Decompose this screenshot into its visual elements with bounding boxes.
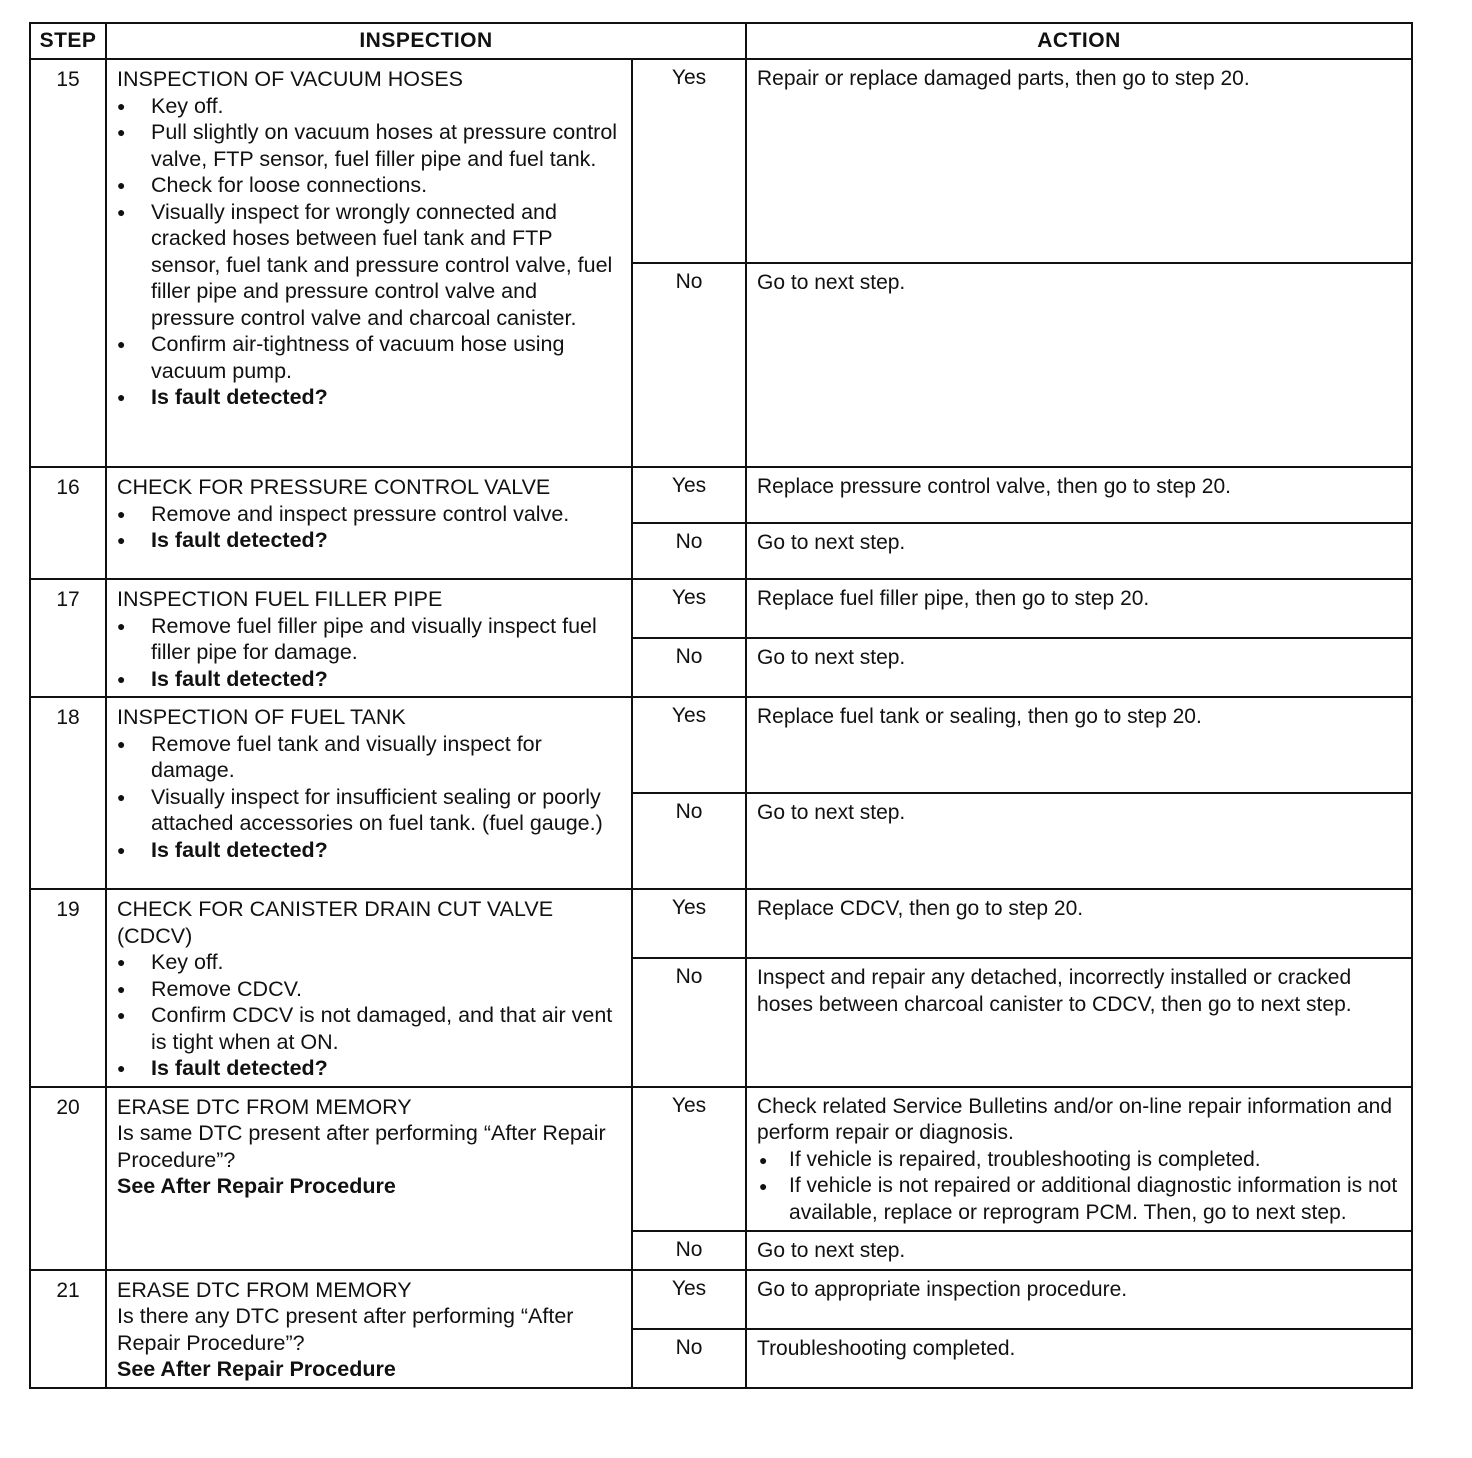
- fault-question: ● Is fault detected?: [117, 666, 625, 693]
- no-label: No: [632, 638, 746, 697]
- fault-question: ● Is fault detected?: [117, 837, 625, 864]
- inspection-cell: [106, 889, 632, 1087]
- inspection-title: INSPECTION OF VACUUM HOSES: [117, 67, 464, 91]
- bullet-item: ● Remove CDCV.: [117, 976, 625, 1003]
- step-20-yes-row: [30, 1087, 1412, 1232]
- yes-action: Go to appropriate inspection procedure.: [746, 1270, 1412, 1329]
- inspection-cell: [106, 1270, 632, 1388]
- yes-label: Yes: [632, 889, 746, 958]
- yes-action: Check related Service Bulletins and/or on-line repair information and perform repair or diagnosis.: [757, 1094, 1393, 1144]
- inspection-title: CHECK FOR PRESSURE CONTROL VALVE: [117, 475, 551, 499]
- step-19-yes-row: [30, 889, 1412, 958]
- yes-label: Yes: [632, 697, 746, 793]
- no-action: Go to next step.: [746, 638, 1412, 697]
- inspection-title: ERASE DTC FROM MEMORY: [117, 1277, 412, 1302]
- bullet-item: ● Key off.: [117, 93, 625, 120]
- inspection-title: INSPECTION OF FUEL TANK: [117, 705, 406, 729]
- inspection-bullets: [117, 613, 625, 693]
- inspection-cell: [106, 697, 632, 889]
- inspection-cell: [106, 467, 632, 579]
- yes-action-cell: [746, 1087, 1412, 1232]
- yes-action: Replace fuel filler pipe, then go to step 20.: [746, 579, 1412, 638]
- inspection-bullets: [117, 93, 625, 411]
- bullet-item: ● If vehicle is not repaired or additional diagnostic information is not available, replace or reprogram PCM. Then, go to next step.: [757, 1173, 1403, 1226]
- yes-action: Replace fuel tank or sealing, then go to step 20.: [746, 697, 1412, 793]
- fault-question: ● Is fault detected?: [117, 384, 625, 411]
- step-15-yes-row: [30, 59, 1412, 263]
- bullet-item: ● Remove and inspect pressure control valve.: [117, 501, 625, 528]
- step-number: 16: [30, 467, 106, 579]
- header-step: STEP: [30, 23, 106, 59]
- inspection-bullets: [117, 731, 625, 864]
- yes-label: Yes: [632, 1087, 746, 1232]
- action-bullets: [757, 1147, 1403, 1227]
- bullet-item: ● Confirm air-tightness of vacuum hose using vacuum pump.: [117, 331, 625, 384]
- header-inspection: INSPECTION: [106, 23, 746, 59]
- inspection-title: INSPECTION FUEL FILLER PIPE: [117, 587, 443, 611]
- no-label: No: [632, 263, 746, 467]
- yes-action: Replace CDCV, then go to step 20.: [746, 889, 1412, 958]
- no-action: Go to next step.: [746, 1231, 1412, 1270]
- see-reference: See After Repair Procedure: [117, 1357, 396, 1381]
- inspection-text: Is same DTC present after performing “After Repair Procedure”?: [117, 1121, 606, 1172]
- bullet-item: ● Remove fuel tank and visually inspect for damage.: [117, 731, 625, 784]
- no-label: No: [632, 523, 746, 579]
- yes-action: Repair or replace damaged parts, then go to step 20.: [746, 59, 1412, 263]
- bullet-item: ● Confirm CDCV is not damaged, and that air vent is tight when at ON.: [117, 1002, 625, 1055]
- step-number: 19: [30, 889, 106, 1087]
- step-21-yes-row: [30, 1270, 1412, 1329]
- no-action: Go to next step.: [746, 523, 1412, 579]
- fault-question: ● Is fault detected?: [117, 527, 625, 554]
- no-action: Go to next step.: [746, 263, 1412, 467]
- step-number: 18: [30, 697, 106, 889]
- no-label: No: [632, 1329, 746, 1388]
- bullet-item: ● If vehicle is repaired, troubleshooting is completed.: [757, 1147, 1403, 1174]
- bullet-item: ● Visually inspect for wrongly connected and cracked hoses between fuel tank and FTP sensor, fuel tank and pressure control valve, fuel filler pipe and pressure control valve and pressure control valve and charcoal canister.: [117, 199, 625, 332]
- no-label: No: [632, 1231, 746, 1270]
- bullet-item: ● Key off.: [117, 949, 625, 976]
- bullet-item: ● Remove fuel filler pipe and visually inspect fuel filler pipe for damage.: [117, 613, 625, 666]
- step-number: 17: [30, 579, 106, 697]
- inspection-title: ERASE DTC FROM MEMORY: [117, 1094, 412, 1119]
- bullet-item: ● Pull slightly on vacuum hoses at pressure control valve, FTP sensor, fuel filler pipe and fuel tank.: [117, 119, 625, 172]
- fault-question: ● Is fault detected?: [117, 1055, 625, 1082]
- header-row: [30, 23, 1412, 59]
- inspection-bullets: [117, 949, 625, 1082]
- step-18-yes-row: [30, 697, 1412, 793]
- step-number: 20: [30, 1087, 106, 1270]
- diagnostic-table: [29, 22, 1413, 1389]
- yes-label: Yes: [632, 467, 746, 523]
- no-label: No: [632, 958, 746, 1086]
- inspection-cell: [106, 1087, 632, 1270]
- yes-label: Yes: [632, 579, 746, 638]
- inspection-title: CHECK FOR CANISTER DRAIN CUT VALVE (CDCV): [117, 897, 554, 948]
- bullet-item: ● Check for loose connections.: [117, 172, 625, 199]
- inspection-text: Is there any DTC present after performing “After Repair Procedure”?: [117, 1304, 574, 1355]
- step-17-yes-row: [30, 579, 1412, 638]
- yes-label: Yes: [632, 59, 746, 263]
- step-number: 15: [30, 59, 106, 467]
- inspection-bullets: [117, 501, 625, 554]
- yes-action: Replace pressure control valve, then go to step 20.: [746, 467, 1412, 523]
- no-action: Troubleshooting completed.: [746, 1329, 1412, 1388]
- step-number: 21: [30, 1270, 106, 1388]
- no-label: No: [632, 793, 746, 889]
- inspection-cell: [106, 579, 632, 697]
- header-action: ACTION: [746, 23, 1412, 59]
- yes-label: Yes: [632, 1270, 746, 1329]
- inspection-cell: [106, 59, 632, 467]
- no-action: Go to next step.: [746, 793, 1412, 889]
- bullet-item: ● Visually inspect for insufficient sealing or poorly attached accessories on fuel tank. (fuel gauge.): [117, 784, 625, 837]
- see-reference: See After Repair Procedure: [117, 1174, 396, 1198]
- step-16-yes-row: [30, 467, 1412, 523]
- no-action: Inspect and repair any detached, incorrectly installed or cracked hoses between charcoal canister to CDCV, then go to next step.: [746, 958, 1412, 1086]
